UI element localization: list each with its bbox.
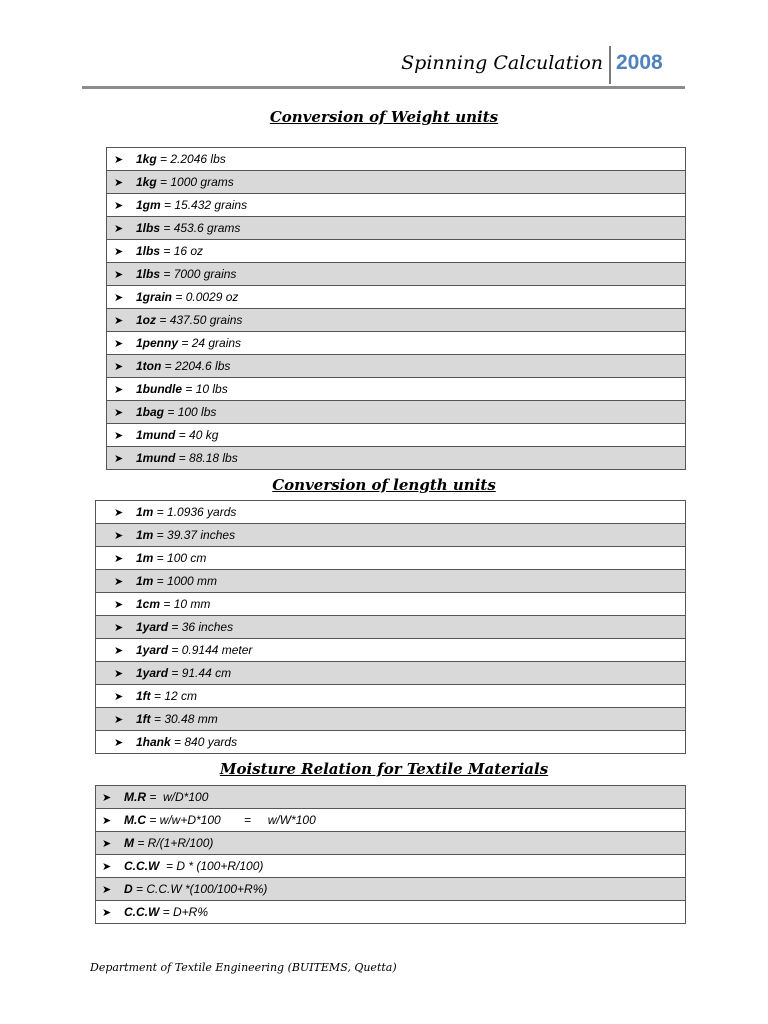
table-cell xyxy=(96,639,686,662)
arrowhead-bullet-icon: ➤ xyxy=(114,430,124,442)
unit-key: C.C.W xyxy=(124,905,160,919)
table-cell xyxy=(96,685,686,708)
table-cell xyxy=(107,355,686,378)
table-cell xyxy=(107,424,686,447)
arrowhead-bullet-icon: ➤ xyxy=(114,384,124,396)
table-row xyxy=(96,547,686,570)
table-cell xyxy=(96,708,686,731)
table-row xyxy=(96,524,686,547)
table-cell xyxy=(96,809,686,832)
unit-key: 1m xyxy=(136,551,154,565)
unit-key: 1yard xyxy=(136,620,169,634)
arrowhead-bullet-icon: ➤ xyxy=(114,530,124,542)
table-row xyxy=(107,171,686,194)
table-row xyxy=(107,286,686,309)
unit-key: 1m xyxy=(136,528,154,542)
unit-value: = R/(1+R/100) xyxy=(134,836,214,850)
table-row xyxy=(107,148,686,171)
arrowhead-bullet-icon: ➤ xyxy=(114,154,124,166)
unit-value: = 2.2046 lbs xyxy=(156,152,226,166)
unit-value: = 100 cm xyxy=(153,551,207,565)
table-cell xyxy=(107,332,686,355)
unit-key: 1kg xyxy=(136,152,157,166)
arrowhead-bullet-icon: ➤ xyxy=(114,507,124,519)
unit-key: 1gm xyxy=(136,198,161,212)
unit-key: M xyxy=(124,836,134,850)
table-cell xyxy=(96,662,686,685)
arrowhead-bullet-icon: ➤ xyxy=(114,246,124,258)
table-cell xyxy=(107,309,686,332)
arrowhead-bullet-icon: ➤ xyxy=(114,315,124,327)
table-cell xyxy=(96,547,686,570)
unit-key: 1yard xyxy=(136,666,169,680)
unit-value: = 2204.6 lbs xyxy=(161,359,231,373)
table-row xyxy=(107,424,686,447)
table-row xyxy=(96,832,686,855)
unit-key: M.R xyxy=(124,790,146,804)
arrowhead-bullet-icon: ➤ xyxy=(114,599,124,611)
table-row xyxy=(107,378,686,401)
moisture-relation-table xyxy=(95,785,686,924)
unit-value: = 39.37 inches xyxy=(153,528,236,542)
unit-key: 1bag xyxy=(136,405,165,419)
unit-value: = w/w+D*100 = w/W*100 xyxy=(146,813,316,827)
unit-value: = 91.44 cm xyxy=(168,666,232,680)
table-row xyxy=(96,593,686,616)
arrowhead-bullet-icon: ➤ xyxy=(102,792,112,804)
table-cell xyxy=(96,855,686,878)
unit-value: = D+R% xyxy=(159,905,209,919)
header-year: 2008 xyxy=(616,51,663,74)
table-row xyxy=(96,855,686,878)
arrowhead-bullet-icon: ➤ xyxy=(114,645,124,657)
unit-key: 1m xyxy=(136,505,154,519)
weight-conversion-table xyxy=(106,147,686,470)
unit-value: = 30.48 mm xyxy=(150,712,218,726)
unit-key: 1ton xyxy=(136,359,162,373)
arrowhead-bullet-icon: ➤ xyxy=(114,269,124,281)
unit-key: 1lbs xyxy=(136,267,161,281)
unit-key: 1penny xyxy=(136,336,179,350)
table-row xyxy=(96,662,686,685)
arrowhead-bullet-icon: ➤ xyxy=(102,861,112,873)
table-row xyxy=(96,570,686,593)
table-row xyxy=(96,708,686,731)
table-row xyxy=(96,616,686,639)
unit-key: 1ft xyxy=(136,689,151,703)
table-cell xyxy=(96,878,686,901)
table-cell xyxy=(96,901,686,924)
table-cell xyxy=(96,524,686,547)
page-header xyxy=(82,44,685,89)
table-row xyxy=(107,355,686,378)
unit-key: 1bundle xyxy=(136,382,183,396)
unit-key: 1hank xyxy=(136,735,171,749)
table-cell xyxy=(96,832,686,855)
unit-key: 1yard xyxy=(136,643,169,657)
table-row xyxy=(96,809,686,832)
moisture-section-title: Moisture Relation for Textile Materials xyxy=(219,760,549,778)
table-row xyxy=(107,401,686,424)
arrowhead-bullet-icon: ➤ xyxy=(114,177,124,189)
unit-key: 1ft xyxy=(136,712,151,726)
arrowhead-bullet-icon: ➤ xyxy=(102,884,112,896)
unit-value: = 0.0029 oz xyxy=(172,290,239,304)
arrowhead-bullet-icon: ➤ xyxy=(114,338,124,350)
arrowhead-bullet-icon: ➤ xyxy=(114,737,124,749)
table-cell xyxy=(107,171,686,194)
unit-value: = D * (100+R/100) xyxy=(159,859,264,873)
table-row xyxy=(107,217,686,240)
table-row xyxy=(96,878,686,901)
table-row xyxy=(107,194,686,217)
table-cell xyxy=(107,447,686,470)
unit-key: 1oz xyxy=(136,313,157,327)
unit-value: = 15.432 grains xyxy=(160,198,248,212)
table-cell xyxy=(96,786,686,809)
table-cell xyxy=(107,148,686,171)
weight-section-title: Conversion of Weight units xyxy=(269,108,499,126)
unit-value: = 840 yards xyxy=(170,735,238,749)
table-row xyxy=(96,731,686,754)
unit-key: 1lbs xyxy=(136,244,161,258)
unit-value: = 88.18 lbs xyxy=(175,451,238,465)
unit-key: 1lbs xyxy=(136,221,161,235)
table-cell xyxy=(96,501,686,524)
table-row xyxy=(107,332,686,355)
arrowhead-bullet-icon: ➤ xyxy=(114,714,124,726)
arrowhead-bullet-icon: ➤ xyxy=(114,668,124,680)
arrowhead-bullet-icon: ➤ xyxy=(102,815,112,827)
unit-key: C.C.W xyxy=(124,859,160,873)
table-cell xyxy=(96,731,686,754)
unit-value: = 10 lbs xyxy=(182,382,228,396)
arrowhead-bullet-icon: ➤ xyxy=(114,200,124,212)
table-row xyxy=(107,447,686,470)
unit-value: = 12 cm xyxy=(150,689,198,703)
table-cell xyxy=(96,570,686,593)
unit-value: = w/D*100 xyxy=(146,790,209,804)
arrowhead-bullet-icon: ➤ xyxy=(102,907,112,919)
arrowhead-bullet-icon: ➤ xyxy=(114,292,124,304)
arrowhead-bullet-icon: ➤ xyxy=(114,453,124,465)
table-row xyxy=(96,501,686,524)
unit-value: = 0.9144 meter xyxy=(168,643,253,657)
arrowhead-bullet-icon: ➤ xyxy=(114,407,124,419)
arrowhead-bullet-icon: ➤ xyxy=(114,691,124,703)
unit-value: = 40 kg xyxy=(175,428,219,442)
unit-value: = 16 oz xyxy=(160,244,204,258)
table-row xyxy=(96,786,686,809)
unit-value: = 453.6 grams xyxy=(160,221,241,235)
unit-value: = 437.50 grains xyxy=(156,313,243,327)
table-cell xyxy=(96,593,686,616)
unit-value: = 1000 grams xyxy=(156,175,234,189)
header-separator xyxy=(609,46,611,84)
table-row xyxy=(107,240,686,263)
unit-key: 1kg xyxy=(136,175,157,189)
unit-key: 1mund xyxy=(136,451,176,465)
arrowhead-bullet-icon: ➤ xyxy=(114,622,124,634)
unit-value: = 1.0936 yards xyxy=(153,505,237,519)
unit-key: M.C xyxy=(124,813,146,827)
unit-key: 1grain xyxy=(136,290,173,304)
length-section-title: Conversion of length units xyxy=(272,476,496,494)
unit-key: 1mund xyxy=(136,428,176,442)
table-cell xyxy=(96,616,686,639)
table-cell xyxy=(107,263,686,286)
page-footer: Department of Textile Engineering (BUITEMS, Quetta) xyxy=(90,961,397,974)
unit-value: = 10 mm xyxy=(160,597,211,611)
length-conversion-table xyxy=(95,500,686,754)
unit-value: = 7000 grains xyxy=(160,267,237,281)
table-row xyxy=(96,685,686,708)
unit-key: 1cm xyxy=(136,597,161,611)
arrowhead-bullet-icon: ➤ xyxy=(114,576,124,588)
unit-key: 1m xyxy=(136,574,154,588)
table-row xyxy=(107,263,686,286)
table-row xyxy=(96,901,686,924)
unit-value: = 36 inches xyxy=(168,620,234,634)
table-row xyxy=(96,639,686,662)
unit-value: = 1000 mm xyxy=(153,574,218,588)
unit-value: = 24 grains xyxy=(178,336,242,350)
table-cell xyxy=(107,240,686,263)
arrowhead-bullet-icon: ➤ xyxy=(114,223,124,235)
table-cell xyxy=(107,286,686,309)
arrowhead-bullet-icon: ➤ xyxy=(114,361,124,373)
header-title: Spinning Calculation xyxy=(401,52,603,74)
table-cell xyxy=(107,194,686,217)
table-row xyxy=(107,309,686,332)
table-cell xyxy=(107,378,686,401)
table-cell xyxy=(107,217,686,240)
unit-value: = 100 lbs xyxy=(164,405,217,419)
unit-key: D xyxy=(124,882,133,896)
table-cell xyxy=(107,401,686,424)
arrowhead-bullet-icon: ➤ xyxy=(114,553,124,565)
unit-value: = C.C.W *(100/100+R%) xyxy=(132,882,268,896)
arrowhead-bullet-icon: ➤ xyxy=(102,838,112,850)
